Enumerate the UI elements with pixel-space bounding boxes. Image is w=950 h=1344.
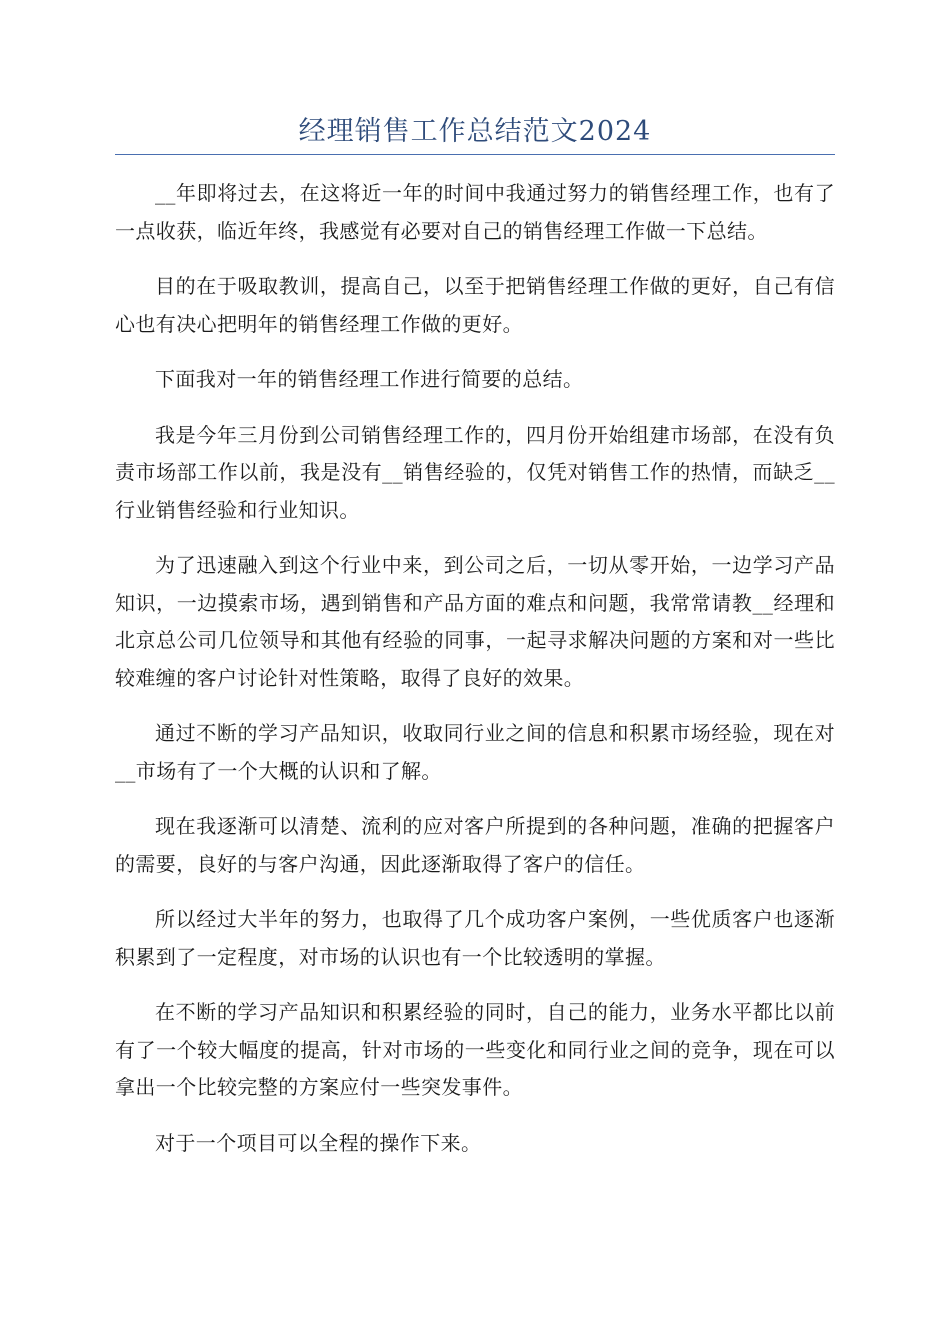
paragraph: 对于一个项目可以全程的操作下来。	[155, 1130, 482, 1155]
paragraph: 目的在于吸取教训，提高自己，以至于把销售经理工作做的更好，自己有信心也有决心把明年的销售经理工作做的更好。	[115, 274, 835, 336]
paragraph: 通过不断的学习产品知识，收取同行业之间的信息和积累市场经验，现在对__市场有了一个大概的认识和了解。	[115, 721, 835, 783]
paragraph: __年即将过去，在这将近一年的时间中我通过努力的销售经理工作，也有了一点收获，临近年终，我感觉有必要对自己的销售经理工作做一下总结。	[115, 181, 835, 243]
paragraph: 为了迅速融入到这个行业中来，到公司之后，一切从零开始，一边学习产品知识，一边摸索市场，遇到销售和产品方面的难点和问题，我常常请教__经理和北京总公司几位领导和其他有经验的同事，一起寻求解决问题的方案和对一些比较难缠的客户讨论针对性策略，取得了良好的效果。	[115, 553, 835, 690]
paragraph: 在不断的学习产品知识和积累经验的同时，自己的能力，业务水平都比以前有了一个较大幅度的提高，针对市场的一些变化和同行业之间的竞争，现在可以拿出一个比较完整的方案应付一些突发事件。	[115, 1000, 835, 1099]
paragraph: 所以经过大半年的努力，也取得了几个成功客户案例，一些优质客户也逐渐积累到了一定程度，对市场的认识也有一个比较透明的掌握。	[115, 907, 835, 969]
document-title: 经理销售工作总结范文2024	[298, 116, 652, 147]
document-body	[115, 175, 835, 1180]
title-underline	[115, 154, 835, 155]
paragraph: 我是今年三月份到公司销售经理工作的，四月份开始组建市场部，在没有负责市场部工作以前，我是没有__销售经验的，仅凭对销售工作的热情，而缺乏__行业销售经验和行业知识。	[115, 422, 835, 522]
paragraph: 现在我逐渐可以清楚、流利的应对客户所提到的各种问题，准确的把握客户的需要，良好的与客户沟通，因此逐渐取得了客户的信任。	[115, 814, 835, 876]
paragraph: 下面我对一年的销售经理工作进行简要的总结。	[155, 367, 584, 391]
